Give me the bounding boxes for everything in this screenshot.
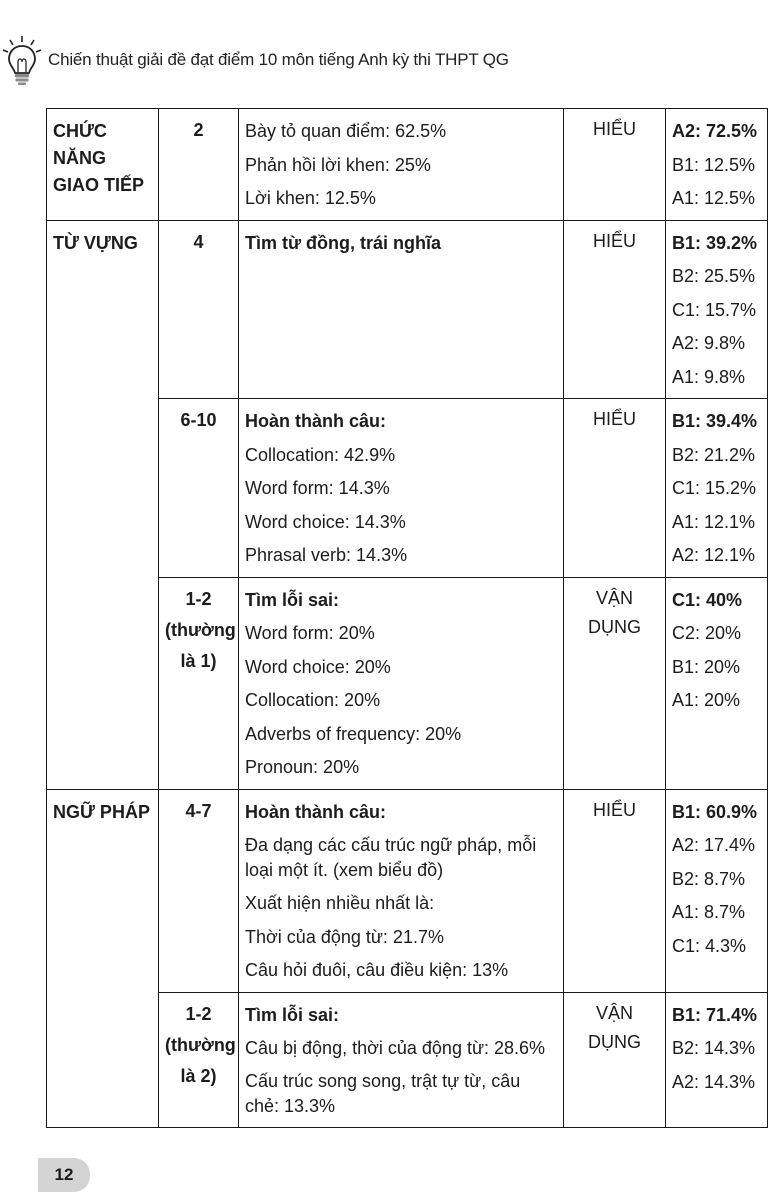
percent-item: B1: 71.4% [672,1004,758,1025]
question-count: 2 [193,120,204,140]
content-item: Câu bị động, thời của động từ: 28.6% [245,1038,546,1058]
percent-item: A1: 20% [672,690,741,710]
percent-item: B2: 21.2% [672,444,756,465]
question-count: là 2) [180,1065,217,1086]
level-cell [564,109,666,221]
percent-item: A1: 9.8% [672,366,746,387]
content-item: Adverbs of frequency: 20% [245,723,462,744]
content-cell [239,109,564,221]
percent-item: B2: 14.3% [672,1038,756,1058]
percent-item: A1: 12.1% [672,511,756,532]
question-count: 1-2 [185,1003,212,1024]
percent-cell [666,789,768,992]
percent-cell [666,992,768,1128]
level-label: HIỂU [592,409,636,429]
content-item: Word form: 20% [245,623,375,643]
percent-item: A2: 14.3% [672,1071,756,1092]
content-item: Cấu trúc song song, trật tự từ, câu chẻ: 13.3% [245,1071,521,1116]
content-item: Word form: 14.3% [245,478,390,498]
percent-cell [666,220,768,399]
percent-item: C1: 40% [672,589,743,610]
percent-item: C1: 4.3% [672,935,747,956]
question-count: 6-10 [180,410,217,430]
level-label: HIỂU [592,799,636,820]
question-count-cell [159,992,239,1128]
content-item: Thời của động từ: 21.7% [245,926,444,947]
header-title: Chiến thuật giải đề đạt điểm 10 môn tiếng Anh kỳ thi THPT QG [48,50,509,69]
percent-cell [666,109,768,221]
percent-item: B1: 20% [672,656,741,677]
percent-item: B2: 25.5% [672,266,756,286]
section-label: CHỨC [53,121,107,141]
percent-item: A1: 12.5% [672,188,756,208]
content-item: Collocation: 20% [245,690,381,710]
question-count: (thường [165,619,236,640]
content-item: Phrasal verb: 14.3% [245,545,408,565]
table-row [47,220,768,399]
content-cell [239,399,564,578]
content-item: Collocation: 42.9% [245,444,396,465]
content-item: Tìm lỗi sai: [245,1004,340,1025]
level-cell [564,220,666,399]
level-cell [564,789,666,992]
table-row [47,109,768,221]
percent-item: A2: 12.1% [672,545,756,565]
section-cell [47,109,159,221]
question-count-cell [159,577,239,789]
level-cell [564,992,666,1128]
question-count-cell [159,789,239,992]
content-item: Bày tỏ quan điểm: 62.5% [245,121,447,141]
content-cell [239,992,564,1128]
percent-item: C1: 15.2% [672,478,757,498]
content-item: Tìm từ đồng, trái nghĩa [245,232,442,253]
section-label: NĂNG [53,148,106,168]
percent-item: C2: 20% [672,623,742,643]
percent-item: B1: 12.5% [672,154,756,175]
percent-item: C1: 15.7% [672,299,757,320]
question-count-cell [159,109,239,221]
level-label: DỤNG [588,1031,641,1052]
percent-item: A2: 72.5% [672,121,758,141]
content-item: Câu hỏi đuôi, câu điều kiện: 13% [245,960,509,980]
content-item: Word choice: 14.3% [245,511,406,532]
level-cell [564,577,666,789]
level-label: VẬN [595,587,633,608]
content-item: Phản hồi lời khen: 25% [245,154,431,175]
level-label: VẬN [595,1002,633,1023]
percent-item: B1: 39.4% [672,411,758,431]
question-count-cell [159,399,239,578]
content-item: Hoàn thành câu: [245,801,387,822]
percent-cell [666,577,768,789]
section-label: TỪ VỰNG [53,232,138,253]
content-item: Hoàn thành câu: [245,411,387,431]
content-cell [239,220,564,399]
content-item: Lời khen: 12.5% [245,188,376,208]
lightbulb-icon [2,34,42,86]
percent-item: A1: 8.7% [672,902,746,922]
section-label: GIAO TIẾP [53,175,145,195]
question-count-cell [159,220,239,399]
percent-cell [666,399,768,578]
content-item: Đa dạng các cấu trúc ngữ pháp, mỗi loại một ít. (xem biểu đồ) [245,835,537,880]
content-item: Tìm lỗi sai: [245,589,340,610]
percent-item: B2: 8.7% [672,868,746,889]
section-cell [47,220,159,789]
content-item: Pronoun: 20% [245,757,360,777]
content-item: Word choice: 20% [245,656,391,677]
percent-item: B1: 60.9% [672,801,758,822]
exam-analysis-table [46,108,768,1128]
level-label: DỤNG [588,616,641,637]
content-cell [239,577,564,789]
percent-item: A2: 9.8% [672,333,746,353]
question-count: 4-7 [185,800,212,821]
content-item: Xuất hiện nhiều nhất là: [245,893,435,913]
percent-item: A2: 17.4% [672,835,756,855]
question-count: là 1) [180,650,217,671]
table-row [47,789,768,992]
question-count: (thường [165,1034,236,1055]
page-header [0,28,768,92]
question-count: 1-2 [185,588,212,609]
section-label: NGỮ PHÁP [53,801,150,822]
question-count: 4 [193,231,204,252]
content-cell [239,789,564,992]
level-label: HIỂU [592,230,636,251]
percent-item: B1: 39.2% [672,232,758,253]
page-number: 12 [38,1158,90,1192]
level-cell [564,399,666,578]
level-label: HIỂU [592,119,636,139]
section-cell [47,789,159,1128]
